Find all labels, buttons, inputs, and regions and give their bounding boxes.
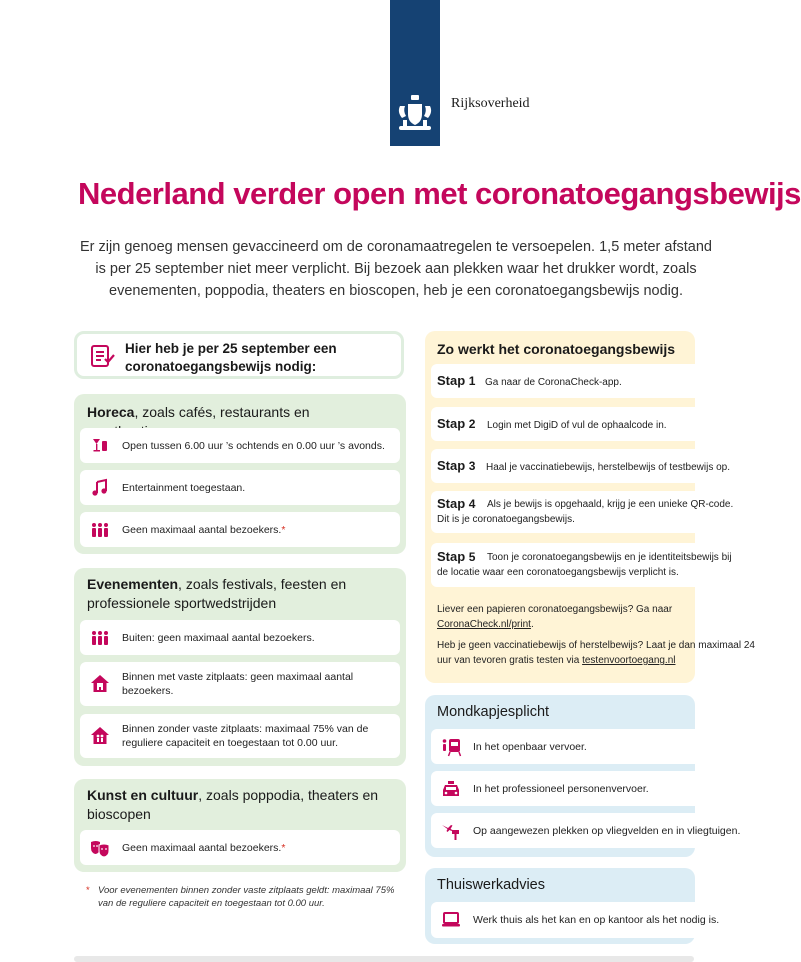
evenementen-panel bbox=[74, 568, 406, 766]
list-item-text: Open tussen 6.00 uur ’s ochtends en 0.00 uur ’s avonds. bbox=[122, 439, 385, 452]
list-item-text: Op aangewezen plekken op vliegvelden en in vliegtuigen. bbox=[473, 824, 741, 837]
intro-text bbox=[76, 236, 716, 302]
horeca-panel bbox=[74, 394, 406, 554]
airplane-icon bbox=[441, 821, 461, 841]
evenementen-title: Evenementen, zoals festivals, feesten en professionele sportwedstrijden bbox=[87, 576, 347, 611]
list-item-text: Entertainment toegestaan. bbox=[122, 481, 246, 494]
kunst-panel bbox=[74, 779, 406, 872]
step-text: Als je bewijs is opgehaald, krijg je een unieke QR-code. bbox=[487, 499, 734, 510]
step-text: Haal je vaccinatiebewijs, herstelbewijs of testbewijs op. bbox=[486, 462, 731, 473]
step-2 bbox=[431, 407, 695, 441]
list-item bbox=[80, 512, 400, 547]
step-3 bbox=[431, 449, 731, 483]
intro-line: Er zijn genoeg mensen gevaccineerd om de coronamaatregelen te versoepelen. 1,5 meter afstand bbox=[80, 239, 712, 255]
train-icon bbox=[441, 737, 461, 757]
list-item bbox=[431, 902, 720, 938]
step-label: Stap 4 bbox=[437, 496, 476, 511]
page-title: Nederland verder open met coronatoegangsbewijs bbox=[78, 176, 801, 211]
phone-checklist-icon bbox=[89, 344, 115, 368]
footnote-star: * bbox=[86, 885, 90, 896]
requirement-header-text: Hier heb je per 25 september een coronatoegangsbewijs nodig: bbox=[125, 341, 337, 374]
list-item-text: Binnen met vaste zitplaats: geen maximaal aantal bezoekers. bbox=[122, 671, 354, 697]
masks-panel bbox=[425, 695, 741, 857]
list-item bbox=[80, 830, 400, 865]
list-item bbox=[80, 714, 400, 758]
coat-of-arms-icon bbox=[396, 92, 434, 136]
intro-line: is per 25 september niet meer verplicht. Bij bezoek aan plekken waar het drukker wordt, zoals bbox=[95, 261, 697, 277]
group-icon bbox=[90, 628, 110, 648]
list-item bbox=[431, 813, 741, 848]
list-item-text: In het openbaar vervoer. bbox=[473, 740, 587, 753]
list-item-text: Buiten: geen maximaal aantal bezoekers. bbox=[122, 631, 315, 644]
kunst-title: Kunst en cultuur, zoals poppodia, theaters en bioscopen bbox=[87, 787, 379, 822]
group-icon bbox=[90, 520, 110, 540]
footnote-text: Voor evenementen binnen zonder vaste zitplaats geldt: maximaal 75% van de reguliere capaciteit en toegestaan tot 0.00 uur. bbox=[98, 885, 395, 909]
homework-panel bbox=[425, 868, 720, 944]
intro-line: evenementen, poppodia, theaters en bioscopen, heb je een coronatoegangsbewijs nodig. bbox=[109, 283, 683, 299]
test-note: Heb je geen vaccinatiebewijs of herstelbewijs? Laat je dan maximaal 24 uur van tevoren gratis testen via testenvoortoegang.nl bbox=[437, 640, 755, 666]
requirement-header-card bbox=[74, 331, 404, 379]
list-item bbox=[80, 620, 400, 655]
coronacheck-print-link[interactable]: CoronaCheck.nl/print bbox=[437, 619, 531, 630]
list-item-text: Binnen zonder vaste zitplaats: maximaal 75% van de reguliere capaciteit en toegestaan tot 0.00 uur. bbox=[122, 723, 369, 749]
step-text: Login met DigiD of vul de ophaalcode in. bbox=[487, 420, 667, 431]
taxi-icon bbox=[441, 779, 461, 799]
masks-title: Mondkapjesplicht bbox=[437, 704, 550, 720]
list-item-text: Geen maximaal aantal bezoekers.* bbox=[122, 523, 286, 536]
step-text: Ga naar de CoronaCheck-app. bbox=[485, 377, 622, 388]
step-text: Toon je coronatoegangsbewijs en je identiteitsbewijs bij bbox=[487, 552, 732, 563]
list-item-text: Geen maximaal aantal bezoekers.* bbox=[122, 841, 286, 854]
step-text: Dit is je coronatoegangsbewijs. bbox=[437, 514, 575, 525]
step-label: Stap 5 bbox=[437, 549, 476, 564]
testenvoortoegang-link[interactable]: testenvoortoegang.nl bbox=[582, 655, 676, 666]
theater-masks-icon bbox=[90, 838, 110, 858]
list-item bbox=[431, 729, 695, 764]
house-seated-icon bbox=[90, 674, 110, 694]
laptop-icon bbox=[441, 910, 461, 930]
footnote bbox=[86, 884, 406, 910]
horeca-title: Horeca, zoals cafés, restaurants en bbox=[87, 404, 310, 420]
step-5 bbox=[431, 543, 732, 587]
step-label: Stap 1 bbox=[437, 373, 476, 388]
music-note-icon bbox=[90, 478, 110, 498]
step-4 bbox=[431, 491, 734, 533]
step-1 bbox=[431, 364, 695, 398]
list-item bbox=[80, 470, 400, 505]
list-item-text: In het professioneel personenvervoer. bbox=[473, 782, 649, 795]
step-label: Stap 2 bbox=[437, 416, 476, 431]
list-item bbox=[80, 662, 400, 706]
list-item bbox=[431, 771, 695, 806]
how-it-works-panel bbox=[425, 331, 755, 683]
bottom-divider bbox=[74, 956, 694, 962]
logo-bar bbox=[390, 0, 440, 146]
logo-text: Rijksoverheid bbox=[451, 96, 530, 111]
homework-title: Thuiswerkadvies bbox=[437, 877, 545, 893]
step-label: Stap 3 bbox=[437, 458, 476, 473]
drink-icon bbox=[90, 436, 110, 456]
list-item bbox=[80, 428, 400, 463]
how-it-works-title: Zo werkt het coronatoegangsbewijs bbox=[437, 341, 676, 357]
house-people-icon bbox=[90, 726, 110, 746]
step-text: de locatie waar een coronatoegangsbewijs verplicht is. bbox=[437, 567, 679, 578]
list-item-text: Werk thuis als het kan en op kantoor als het nodig is. bbox=[473, 914, 720, 926]
paper-note: Liever een papieren coronatoegangsbewijs? Ga naar CoronaCheck.nl/print. bbox=[437, 604, 673, 630]
